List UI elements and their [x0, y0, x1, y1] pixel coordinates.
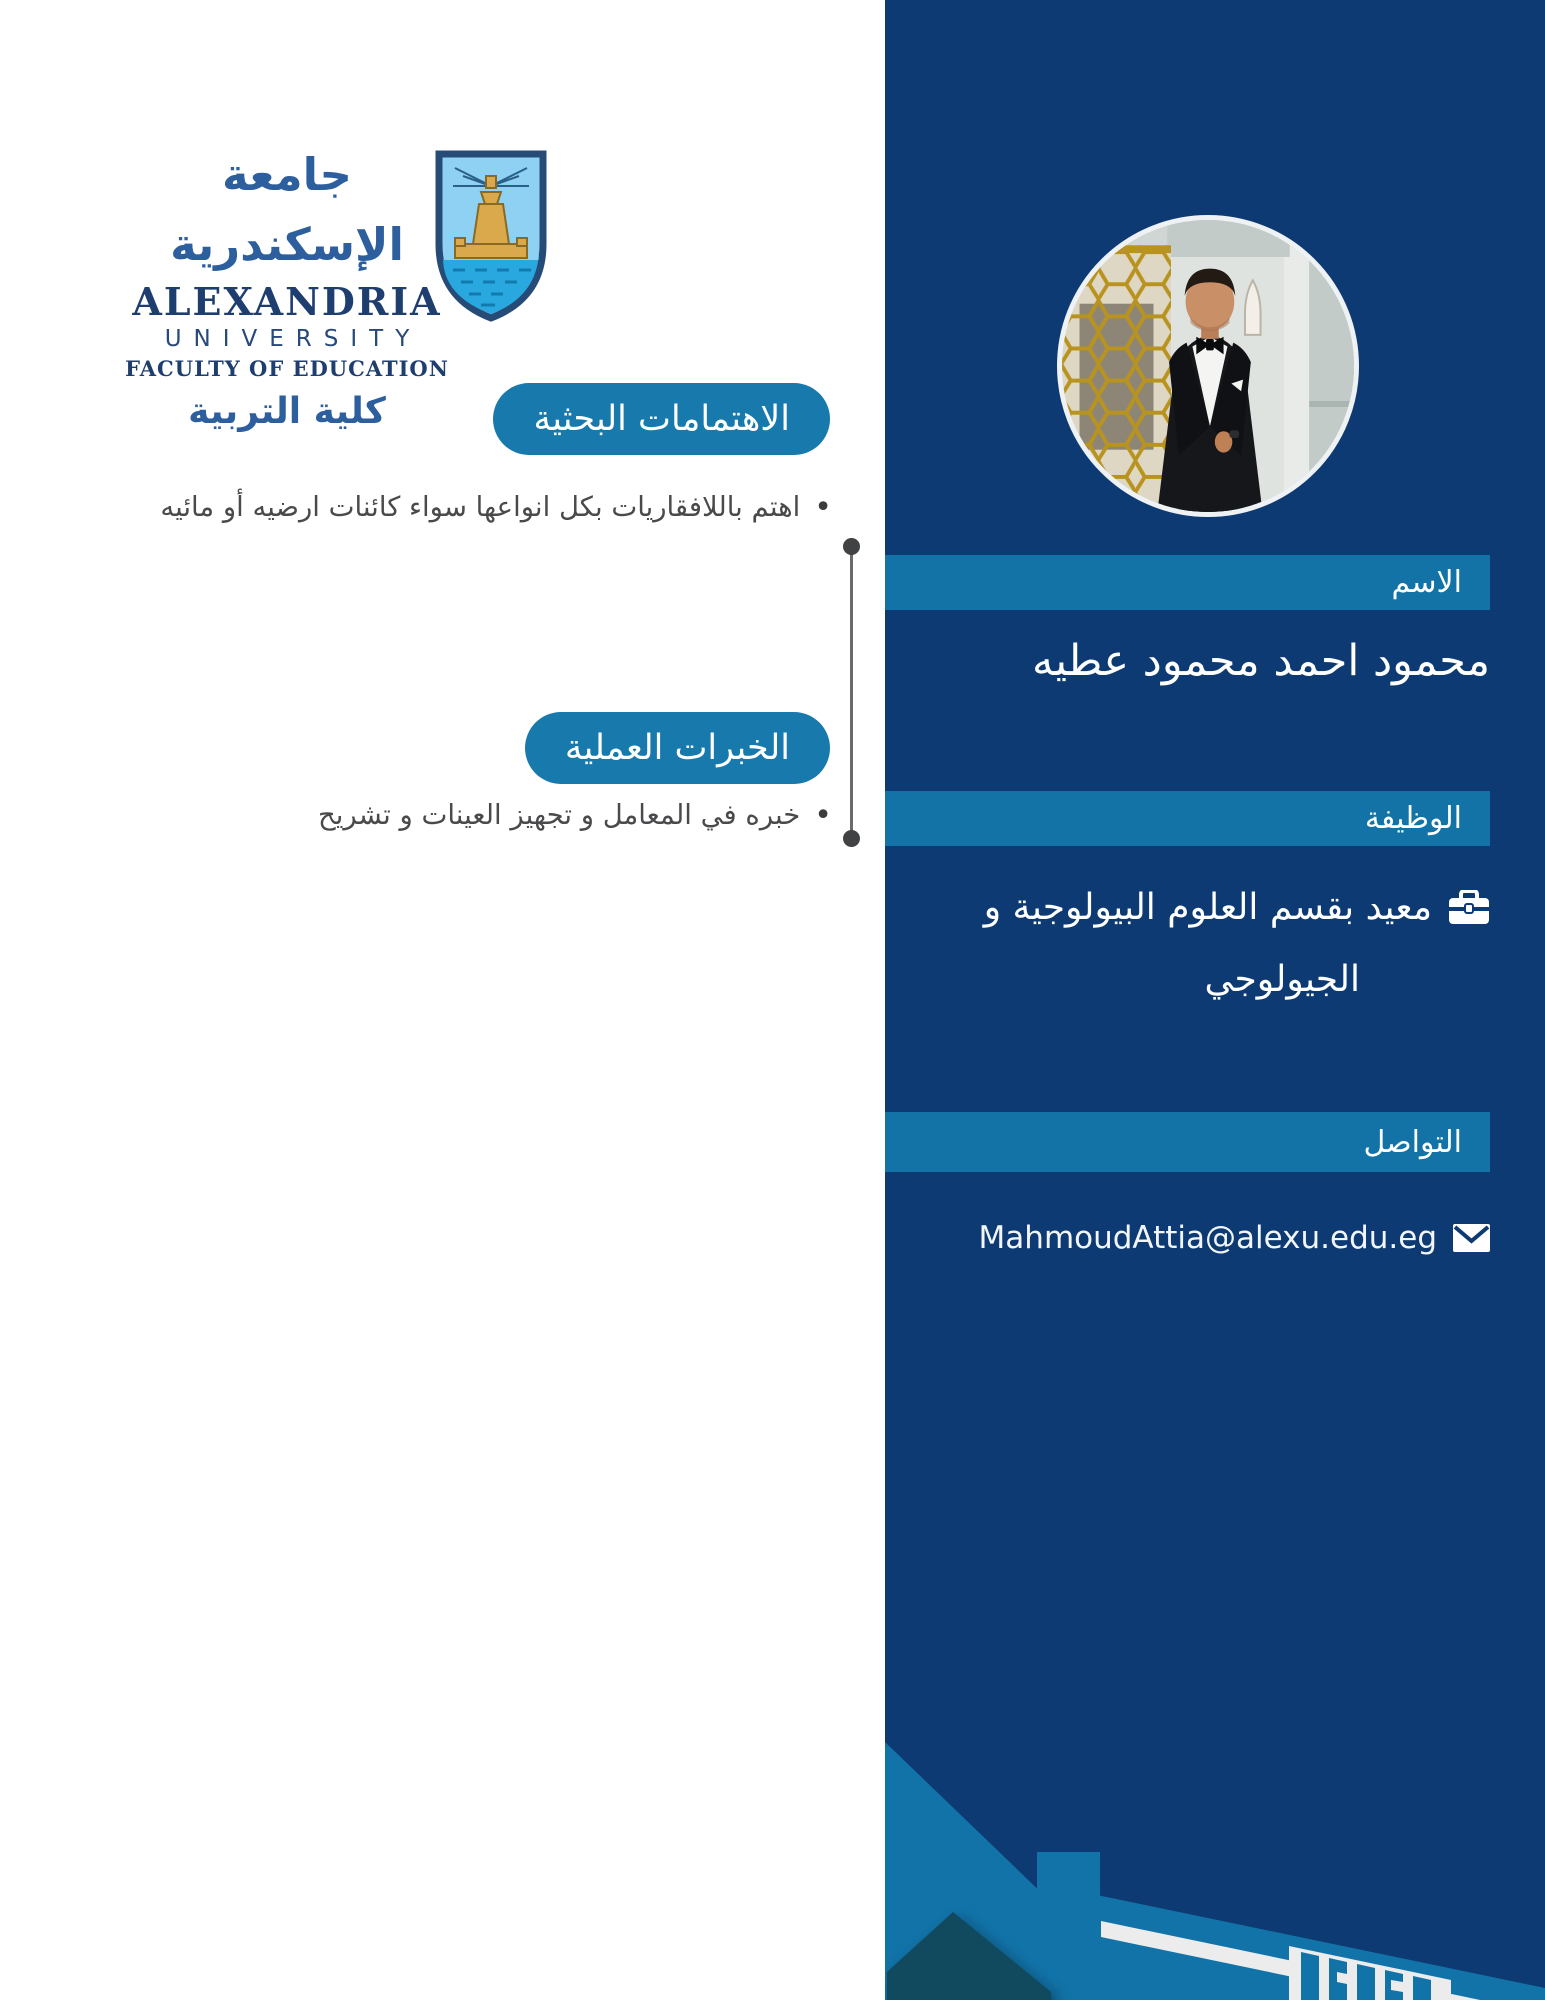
job-title-line1: معيد بقسم العلوم البيولوجية و: [983, 887, 1432, 928]
bottom-decoration-shapes: [885, 1630, 1545, 2000]
logo-arabic-university-name: جامعة الإسكندرية: [170, 148, 404, 271]
portrait-illustration: [1062, 220, 1354, 512]
research-interest-text: اهتم باللافقاريات بكل انواعها سواء كائنات ارضيه أو مائيه: [160, 491, 801, 523]
section-bar-job: [885, 791, 1490, 846]
email-address[interactable]: MahmoudAttia@alexu.edu.eg: [978, 1220, 1437, 1256]
briefcase-icon: [1448, 890, 1490, 926]
email-row[interactable]: [979, 1220, 1490, 1256]
university-logo: [118, 140, 456, 440]
section-pill-experience: [525, 712, 830, 784]
logo-faculty-text: FACULTY OF EDUCATION: [125, 356, 449, 381]
research-interests-title: الاهتمامات البحثية: [533, 399, 790, 439]
job-description: [984, 872, 1490, 1016]
lighthouse-shield-icon: [433, 148, 549, 324]
experience-item: [318, 799, 832, 833]
bullet-marker: •: [814, 798, 832, 833]
job-title-line2: الجيولوجي: [1204, 959, 1360, 1000]
timeline-dot-bottom: [843, 830, 860, 847]
logo-arabic-faculty-name: كلية التربية: [188, 391, 386, 432]
experience-text: خبره في المعامل و تجهيز العينات و تشريح: [318, 799, 801, 831]
timeline-connector-line: [850, 553, 853, 834]
job-line-2: [984, 944, 1360, 1016]
timeline-dot-top: [843, 538, 860, 555]
section-pill-research-interests: [493, 383, 830, 455]
name-section-label: الاسم: [1391, 565, 1462, 600]
research-interest-item: [160, 491, 832, 525]
person-name: محمود احمد محمود عطيه: [1032, 636, 1490, 686]
contact-section-label: التواصل: [1363, 1124, 1462, 1160]
section-bar-contact: [885, 1112, 1490, 1172]
profile-photo: [1057, 215, 1359, 517]
job-section-label: الوظيفة: [1364, 801, 1462, 836]
section-bar-name: [885, 555, 1490, 610]
envelope-icon: [1453, 1224, 1490, 1252]
experience-title: الخبرات العملية: [564, 728, 790, 768]
bullet-marker: •: [814, 490, 832, 525]
job-line-1: [984, 872, 1490, 944]
logo-alexandria-text: ALEXANDRIA: [132, 279, 442, 324]
logo-university-text: UNIVERSITY: [164, 326, 422, 352]
